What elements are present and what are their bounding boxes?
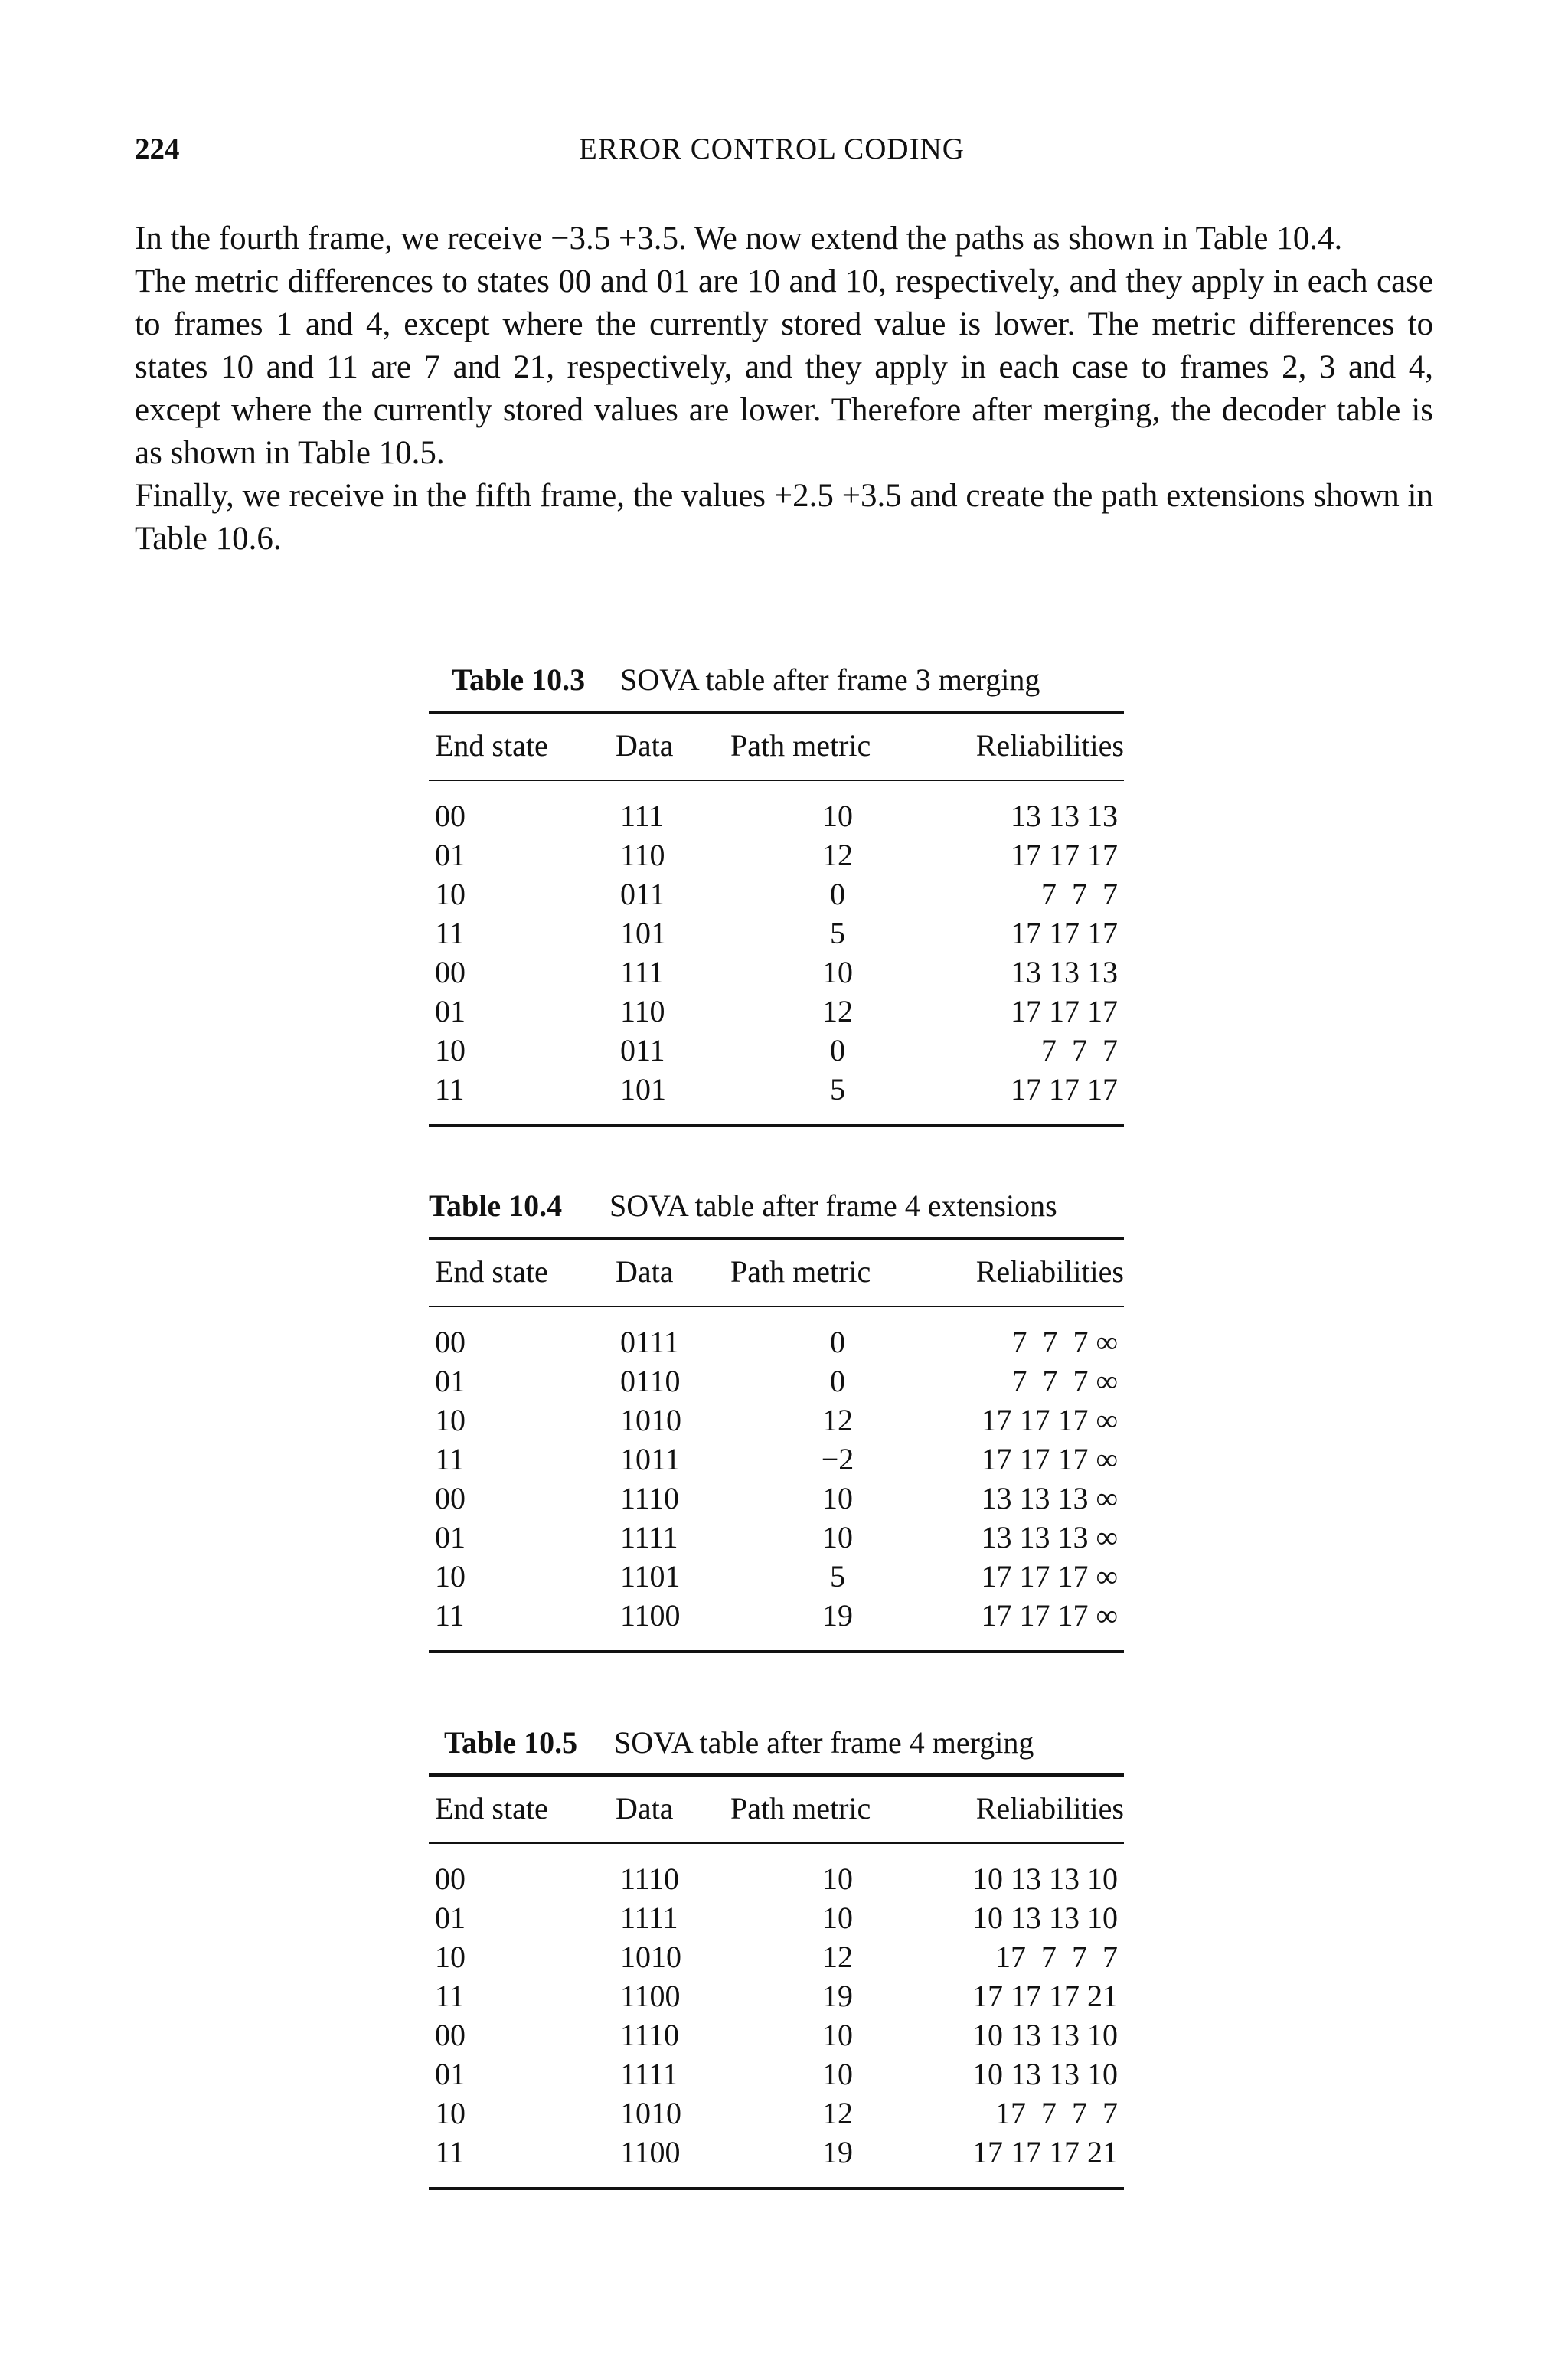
cell-end-state: 00: [435, 955, 466, 989]
cell-data: 1010: [620, 1403, 681, 1437]
table-10-4: [429, 1183, 1124, 1653]
cell-data: 1100: [620, 1598, 681, 1633]
cell-reliabilities: 13 13 13 ∞: [981, 1481, 1118, 1515]
table-row: [429, 1898, 1124, 1937]
page-header: [135, 132, 1436, 178]
header-reliabilities: Reliabilities: [975, 1254, 1124, 1289]
cell-path-metric: 10: [822, 2018, 853, 2052]
cell-data: 1101: [620, 1559, 681, 1594]
table-row: [429, 953, 1124, 992]
page-number: 224: [135, 132, 180, 165]
cell-reliabilities: 7 7 7 ∞: [1011, 1325, 1118, 1359]
header-end-state: End state: [435, 1254, 548, 1289]
cell-path-metric: 5: [830, 1559, 845, 1594]
table-row: [429, 796, 1124, 835]
table-row: [429, 2055, 1124, 2094]
cell-data: 101: [620, 916, 666, 950]
table-row: [429, 1440, 1124, 1479]
cell-end-state: 11: [435, 1072, 465, 1107]
cell-path-metric: 0: [830, 877, 845, 911]
cell-end-state: 01: [435, 2057, 466, 2091]
cell-reliabilities: 17 7 7 7: [995, 2096, 1118, 2130]
table-bottom-rule: [429, 1650, 1124, 1653]
cell-reliabilities: 17 17 17 21: [972, 1979, 1118, 2013]
table-bottom-rule: [429, 1124, 1124, 1127]
cell-end-state: 11: [435, 1979, 465, 2013]
table-title: SOVA table after frame 3 merging: [620, 662, 1040, 697]
header-data: Data: [616, 728, 674, 763]
cell-reliabilities: 10 13 13 10: [972, 1901, 1118, 1935]
cell-end-state: 10: [435, 1033, 466, 1067]
cell-path-metric: 12: [822, 2096, 853, 2130]
cell-reliabilities: 7 7 7: [1041, 877, 1118, 911]
table-body: [429, 1307, 1124, 1650]
cell-end-state: 10: [435, 1559, 466, 1594]
table-row: [429, 1937, 1124, 1976]
cell-data: 0111: [620, 1325, 680, 1359]
table-number: Table 10.3: [452, 662, 586, 697]
table-bottom-rule: [429, 2187, 1124, 2190]
cell-reliabilities: 17 17 17 ∞: [981, 1403, 1118, 1437]
cell-path-metric: 12: [822, 1403, 853, 1437]
cell-data: 011: [620, 877, 665, 911]
cell-reliabilities: 17 17 17 ∞: [981, 1598, 1118, 1633]
cell-data: 1111: [620, 1520, 678, 1554]
header-data: Data: [616, 1254, 674, 1289]
cell-data: 1110: [620, 1862, 680, 1896]
cell-path-metric: 19: [822, 2135, 853, 2169]
cell-path-metric: 0: [830, 1325, 845, 1359]
table-caption: [429, 1720, 1124, 1773]
cell-data: 110: [620, 994, 665, 1028]
table-body: [429, 1844, 1124, 2187]
table-caption: [429, 657, 1124, 711]
cell-end-state: 01: [435, 1901, 466, 1935]
table-number: Table 10.4: [429, 1188, 563, 1223]
table-header-row: [429, 1240, 1124, 1306]
running-head: ERROR CONTROL CODING: [579, 132, 965, 165]
cell-end-state: 11: [435, 916, 465, 950]
table-row: [429, 2133, 1124, 2172]
table-row: [429, 874, 1124, 914]
cell-data: 111: [620, 799, 665, 833]
table-row: [429, 1859, 1124, 1898]
cell-data: 1111: [620, 2057, 678, 2091]
header-path-metric: Path metric: [730, 728, 871, 763]
table-header-row: [429, 714, 1124, 780]
table-title: SOVA table after frame 4 extensions: [609, 1188, 1057, 1223]
table-row: [429, 914, 1124, 953]
table-row: [429, 992, 1124, 1031]
cell-path-metric: 10: [822, 1481, 853, 1515]
header-reliabilities: Reliabilities: [975, 728, 1124, 763]
cell-end-state: 01: [435, 1364, 466, 1398]
table-10-3: [429, 657, 1124, 1127]
cell-end-state: 00: [435, 1862, 466, 1896]
cell-data: 101: [620, 1072, 666, 1107]
cell-path-metric: 12: [822, 994, 853, 1028]
cell-data: 011: [620, 1033, 665, 1067]
cell-data: 110: [620, 838, 665, 872]
cell-data: 1100: [620, 1979, 681, 2013]
body-text: [135, 217, 1433, 561]
table-row: [429, 2094, 1124, 2133]
paragraph: The metric differences to states 00 and 01 are 10 and 10, respectively, and they apply in each case to frames 1 and 4, except where the currently stored value is lower. The metric differences to states 10 and 11 are 7 and 21, respectively, and they apply in each case to frames 2, 3 and 4, except where the currently stored values are lower. Therefore after merging, the decoder table is as shown in Table 10.5.: [135, 263, 1433, 471]
cell-end-state: 11: [435, 1598, 465, 1633]
cell-data: 1111: [620, 1901, 678, 1935]
cell-path-metric: 12: [822, 1940, 853, 1974]
cell-end-state: 01: [435, 838, 466, 872]
cell-path-metric: 10: [822, 799, 853, 833]
table-row: [429, 1362, 1124, 1401]
header-data: Data: [616, 1791, 674, 1826]
cell-path-metric: 19: [822, 1598, 853, 1633]
cell-reliabilities: 10 13 13 10: [972, 1862, 1118, 1896]
cell-path-metric: 0: [830, 1364, 845, 1398]
cell-path-metric: 10: [822, 1901, 853, 1935]
cell-reliabilities: 17 17 17 ∞: [981, 1559, 1118, 1594]
cell-reliabilities: 7 7 7 ∞: [1011, 1364, 1118, 1398]
cell-data: 1110: [620, 2018, 680, 2052]
cell-data: 0110: [620, 1364, 681, 1398]
table-row: [429, 1557, 1124, 1596]
cell-reliabilities: 17 7 7 7: [995, 1940, 1118, 1974]
cell-end-state: 00: [435, 1325, 466, 1359]
cell-reliabilities: 17 17 17: [1011, 838, 1118, 872]
cell-end-state: 00: [435, 2018, 466, 2052]
cell-data: 1100: [620, 2135, 681, 2169]
cell-reliabilities: 17 17 17 ∞: [981, 1442, 1118, 1476]
table-row: [429, 1518, 1124, 1557]
table-number: Table 10.5: [444, 1725, 578, 1760]
cell-end-state: 00: [435, 799, 466, 833]
cell-path-metric: 0: [830, 1033, 845, 1067]
table-row: [429, 1070, 1124, 1109]
cell-path-metric: 10: [822, 1862, 853, 1896]
table-body: [429, 781, 1124, 1124]
cell-reliabilities: 17 17 17: [1011, 1072, 1118, 1107]
cell-end-state: 10: [435, 1940, 466, 1974]
cell-reliabilities: 7 7 7: [1041, 1033, 1118, 1067]
cell-end-state: 11: [435, 2135, 465, 2169]
table-row: [429, 1401, 1124, 1440]
cell-reliabilities: 17 17 17: [1011, 916, 1118, 950]
header-path-metric: Path metric: [730, 1254, 871, 1289]
table-row: [429, 2015, 1124, 2055]
cell-data: 1010: [620, 2096, 681, 2130]
cell-path-metric: 10: [822, 955, 853, 989]
paragraph: In the fourth frame, we receive −3.5 +3.5. We now extend the paths as shown in Table 10.4.: [135, 221, 1343, 257]
cell-end-state: 01: [435, 994, 466, 1028]
cell-end-state: 10: [435, 2096, 466, 2130]
cell-path-metric: 10: [822, 1520, 853, 1554]
table-title: SOVA table after frame 4 merging: [614, 1725, 1034, 1760]
cell-data: 1011: [620, 1442, 681, 1476]
cell-path-metric: 12: [822, 838, 853, 872]
header-end-state: End state: [435, 1791, 548, 1826]
cell-reliabilities: 10 13 13 10: [972, 2018, 1118, 2052]
cell-path-metric: 5: [830, 1072, 845, 1107]
cell-path-metric: 19: [822, 1979, 853, 2013]
cell-reliabilities: 13 13 13: [1011, 955, 1118, 989]
table-header-row: [429, 1777, 1124, 1842]
cell-reliabilities: 13 13 13: [1011, 799, 1118, 833]
table-10-5: [429, 1720, 1124, 2190]
cell-end-state: 00: [435, 1481, 466, 1515]
cell-reliabilities: 10 13 13 10: [972, 2057, 1118, 2091]
table-row: [429, 835, 1124, 874]
cell-data: 1010: [620, 1940, 681, 1974]
cell-end-state: 11: [435, 1442, 465, 1476]
table-row: [429, 1479, 1124, 1518]
cell-reliabilities: 17 17 17: [1011, 994, 1118, 1028]
cell-path-metric: 10: [822, 2057, 853, 2091]
cell-reliabilities: 17 17 17 21: [972, 2135, 1118, 2169]
cell-end-state: 01: [435, 1520, 466, 1554]
header-path-metric: Path metric: [730, 1791, 871, 1826]
cell-data: 1110: [620, 1481, 680, 1515]
table-row: [429, 1596, 1124, 1635]
cell-end-state: 10: [435, 1403, 466, 1437]
paragraph: Finally, we receive in the fifth frame, the values +2.5 +3.5 and create the path extensions shown in Table 10.6.: [135, 478, 1433, 557]
header-end-state: End state: [435, 728, 548, 763]
cell-reliabilities: 13 13 13 ∞: [981, 1520, 1118, 1554]
table-caption: [429, 1183, 1124, 1237]
cell-data: 111: [620, 955, 665, 989]
cell-path-metric: 5: [830, 916, 845, 950]
cell-path-metric: −2: [821, 1442, 854, 1476]
header-reliabilities: Reliabilities: [975, 1791, 1124, 1826]
table-row: [429, 1031, 1124, 1070]
table-row: [429, 1322, 1124, 1362]
cell-end-state: 10: [435, 877, 466, 911]
table-row: [429, 1976, 1124, 2015]
